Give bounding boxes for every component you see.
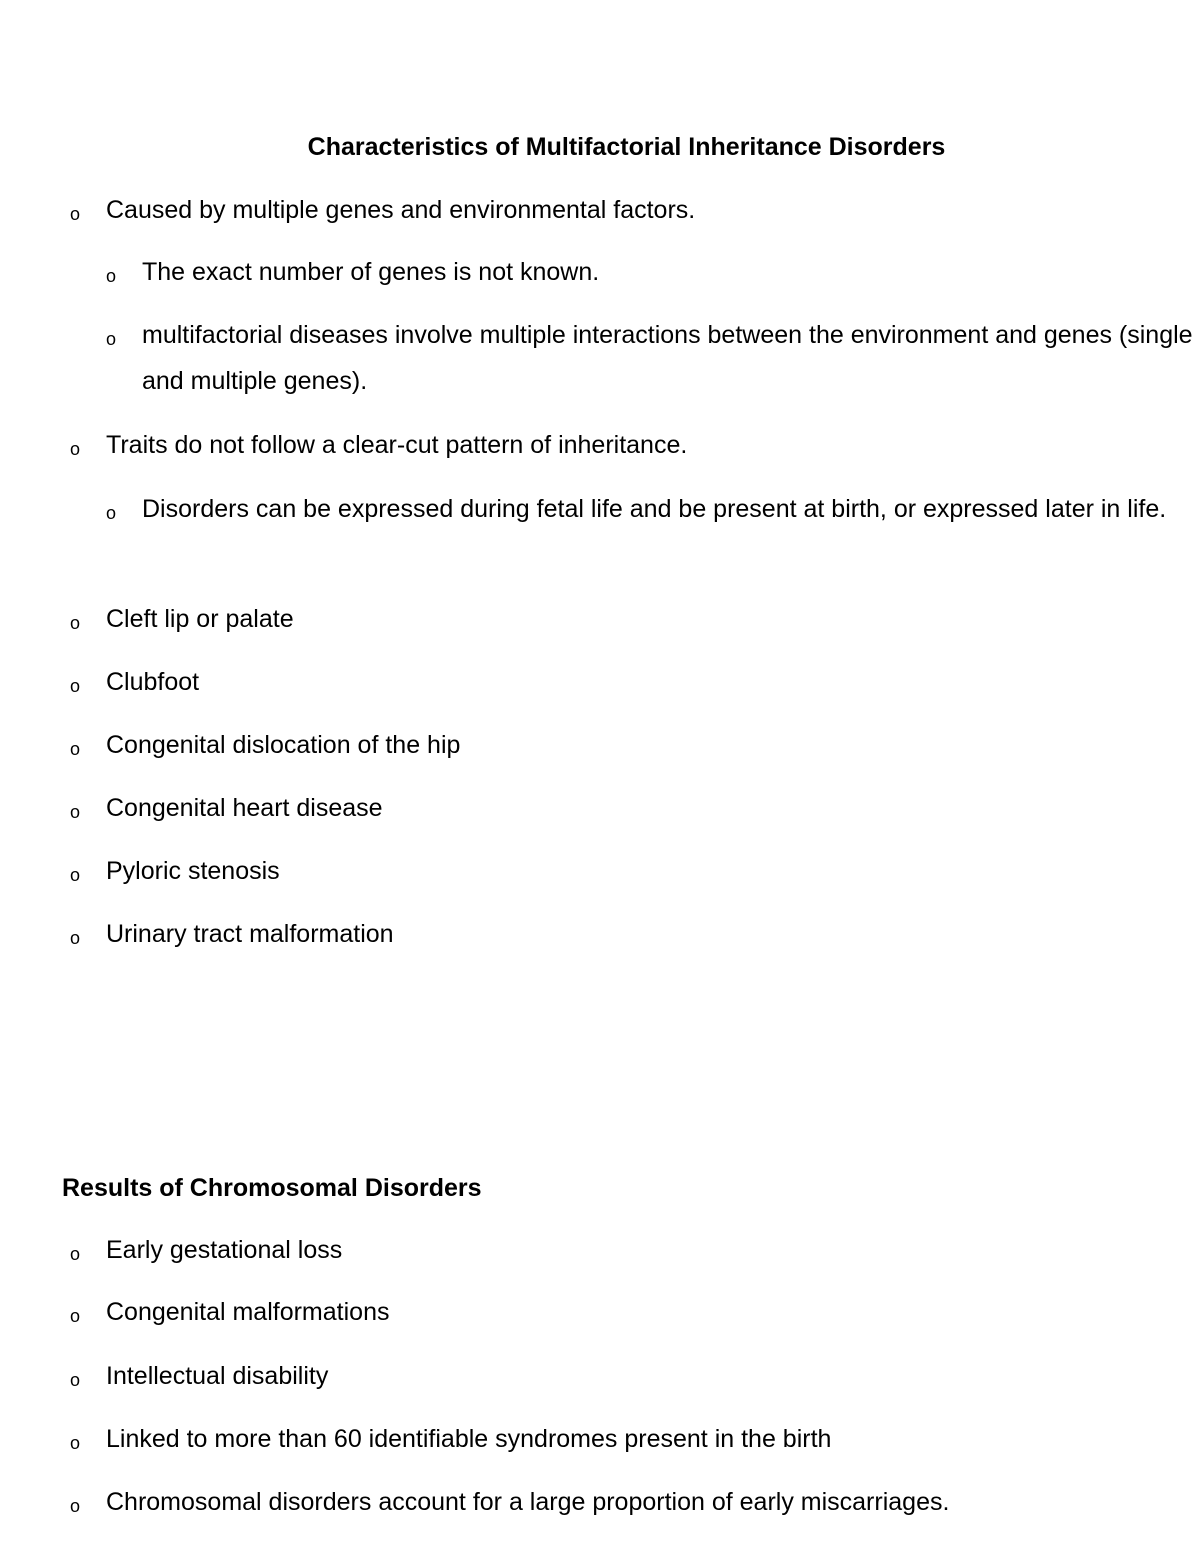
bullet-icon: o: [70, 1306, 81, 1326]
list-item: [70, 785, 1186, 831]
bullet-icon: o: [70, 928, 81, 948]
list-item: [106, 312, 1194, 404]
list-item-text: Intellectual disability: [106, 1362, 329, 1390]
list-item: [70, 1353, 1186, 1399]
list-item: [70, 1289, 1186, 1335]
bullet-icon: o: [70, 1496, 81, 1516]
list-item-text: Congenital dislocation of the hip: [106, 731, 461, 759]
bullet-icon: o: [70, 1244, 81, 1264]
bullet-icon: o: [70, 802, 81, 822]
list-item: [70, 1479, 1186, 1525]
list-item: [70, 596, 1186, 642]
bullet-icon: o: [106, 503, 117, 523]
list-item-text: Congenital malformations: [106, 1298, 390, 1326]
list-item: [70, 911, 1186, 957]
bullet-icon: o: [70, 676, 81, 696]
list-item-text: The exact number of genes is not known.: [142, 258, 600, 286]
list-item: [70, 848, 1186, 894]
list-item-text: Pyloric stenosis: [106, 857, 280, 885]
list-item-text: Early gestational loss: [106, 1236, 343, 1264]
bullet-icon: o: [106, 266, 117, 286]
bullet-icon: o: [70, 439, 81, 459]
bullet-icon: o: [70, 1370, 81, 1390]
list-item: [106, 486, 1194, 532]
list-item-text: Congenital heart disease: [106, 794, 383, 822]
list-item: [70, 422, 1186, 468]
bullet-icon: o: [70, 739, 81, 759]
list-item-text: Chromosomal disorders account for a large proportion of early miscarriages.: [106, 1488, 950, 1516]
bullet-icon: o: [106, 329, 117, 349]
list-item-text: Cleft lip or palate: [106, 605, 294, 633]
section-1-title: Characteristics of Multifactorial Inheritance Disorders: [307, 133, 946, 161]
list-item-text: Linked to more than 60 identifiable syndromes present in the birth: [106, 1425, 832, 1453]
bullet-icon: o: [70, 613, 81, 633]
list-item-text: Clubfoot: [106, 668, 200, 696]
list-item: [70, 659, 1186, 705]
list-item: [70, 187, 1186, 233]
list-item-text: Traits do not follow a clear-cut pattern of inheritance.: [106, 431, 688, 459]
list-item: [106, 249, 1194, 295]
list-item-text: multifactorial diseases involve multiple interactions between the environment and genes (single and multiple genes).: [142, 321, 1193, 395]
list-item-text: Disorders can be expressed during fetal life and be present at birth, or expressed later in life.: [142, 495, 1167, 523]
bullet-icon: o: [70, 204, 81, 224]
list-item: [70, 1227, 1186, 1273]
list-item: [70, 722, 1186, 768]
list-item: [70, 1416, 1186, 1462]
list-item-text: Urinary tract malformation: [106, 920, 394, 948]
bullet-icon: o: [70, 1433, 81, 1453]
bullet-icon: o: [70, 865, 81, 885]
section-2-title: Results of Chromosomal Disorders: [62, 1174, 482, 1202]
list-item-text: Caused by multiple genes and environmental factors.: [106, 196, 696, 224]
